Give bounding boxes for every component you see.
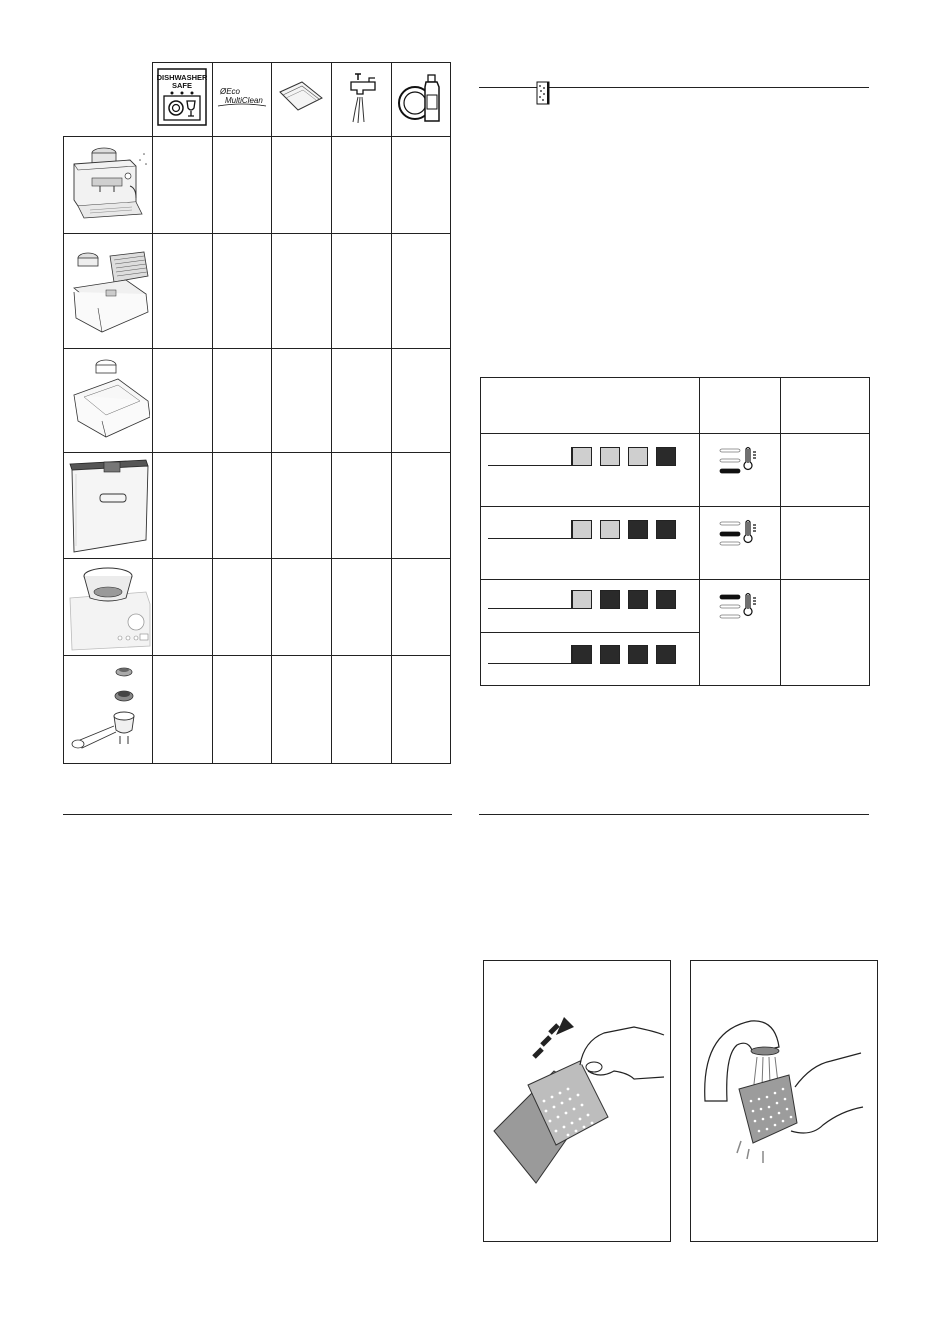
hardness-level-line [488,608,572,609]
hardness-square-light [572,447,592,466]
temperature-setting-icon [718,443,764,481]
hardness-level-3 [488,590,688,610]
espresso-machine-image [70,140,150,228]
setting-bar [720,459,740,462]
hardness-square-dark [656,645,676,664]
setting-bar [720,522,740,525]
eco-multiclean-icon [215,84,269,110]
section-divider-right-bottom [479,814,869,815]
water-tank-image [68,456,152,554]
hardness-square-light [628,447,648,466]
hardness-level-line [488,465,572,466]
svg-text:MultiClean: MultiClean [225,96,263,105]
hardness-square-dark [656,520,676,539]
hardness-square-light [572,590,592,609]
hardness-level-1 [488,447,688,467]
hardness-square-dark [600,590,620,609]
temperature-setting-icon [718,589,764,627]
thermometer-icon [744,448,756,470]
svg-text:SAFE: SAFE [171,81,193,90]
hardness-square-light [600,520,620,539]
hardness-square-dark [628,590,648,609]
setting-bar [720,605,740,608]
hardness-level-line [488,538,572,539]
cloth-icon [276,78,326,114]
rinse-filter-under-tap-image [690,960,878,1242]
setting-bar [720,615,740,618]
hardness-square-dark [656,447,676,466]
setting-bar-active [720,469,740,473]
svg-text:DISHWASHER: DISHWASHER [157,73,207,82]
hardness-level-2 [488,520,688,540]
remove-filter-from-pouch-image [483,960,671,1242]
setting-bar-active [720,595,740,599]
hardness-square-dark [600,645,620,664]
hardness-level-line [488,663,572,664]
section-divider-left [63,814,452,815]
portafilter-parts-image [66,660,152,758]
dishwasher-safe-icon [157,68,207,126]
tap-water-icon [345,70,379,126]
water-hardness-icon [536,81,552,105]
setting-bar-active [720,532,740,536]
drip-tray-image [70,355,150,445]
setting-bar [720,449,740,452]
hardness-square-light [600,447,620,466]
thermometer-icon [744,594,756,616]
temperature-setting-icon [718,516,764,554]
bean-hopper-image [66,562,152,652]
drip-tray-grid-image [70,240,150,340]
hardness-square-dark [628,520,648,539]
hardness-square-dark [628,645,648,664]
hardness-square-light [572,520,592,539]
thermometer-icon [744,521,756,543]
hardness-level-4 [488,645,688,665]
hardness-square-dark [656,590,676,609]
svg-text:ØEco: ØEco [220,87,241,96]
setting-bar [720,542,740,545]
dish-soap-icon [397,71,445,125]
hardness-square-dark [572,645,592,664]
